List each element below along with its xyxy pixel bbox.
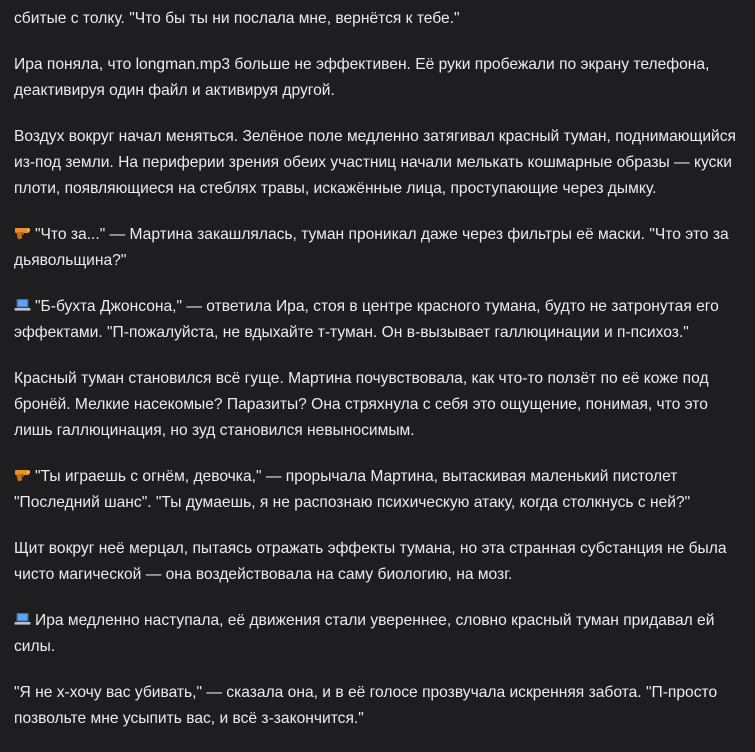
paragraph-text: Ира медленно наступала, её движения стали увереннее, словно красный туман придавал ей силы.: [14, 612, 715, 655]
paragraph: [14, 366, 749, 444]
paragraph: [14, 52, 749, 104]
paragraph-text: "Ты играешь с огнём, девочка," — прорычала Мартина, вытаскивая маленький пистолет "Последний шанс". "Ты думаешь, я не распознаю психическую атаку, когда столкнусь с ней?": [14, 468, 691, 511]
paragraph: [14, 6, 749, 32]
paragraph-text: "Я не х-хочу вас убивать," — сказала она, и в её голосе прозвучала искренняя забота. "П-просто позвольте мне усыпить вас, и всё з-закончится.": [14, 684, 718, 727]
message-content: [14, 0, 749, 752]
paragraph: [14, 294, 749, 346]
paragraph-text: сбитые с толку. "Что бы ты ни послала мне, вернётся к тебе.": [14, 10, 460, 27]
paragraph: [14, 608, 749, 660]
paragraph-text: Щит вокруг неё мерцал, пытаясь отражать эффекты тумана, но эта странная субстанция не была чисто магической — она воздействовала на саму биологию, на мозг.: [14, 540, 727, 583]
paragraph: [14, 680, 749, 732]
paragraph-text: Ира поняла, что longman.mp3 больше не эффективен. Её руки пробежали по экрану телефона, деактивируя один файл и активируя другой.: [14, 56, 710, 99]
pistol-icon: [14, 226, 31, 240]
laptop-icon: [14, 612, 31, 626]
laptop-icon: [14, 298, 31, 312]
paragraph-text: "Б-бухта Джонсона," — ответила Ира, стоя в центре красного тумана, будто не затронутая его эффектами. "П-пожалуйста, не вдыхайте т-туман. Он в-вызывает галлюцинации и п-психоз.": [14, 298, 719, 341]
paragraph-text: Воздух вокруг начал меняться. Зелёное поле медленно затягивал красный туман, поднимающийся из-под земли. На периферии зрения обеих участниц начали мелькать кошмарные образы — куски плоти, появляющиеся на стеблях травы, искажённые лица, проступающие через дымку.: [14, 128, 736, 197]
paragraph-text: "Что за..." — Мартина закашлялась, туман проникал даже через фильтры её маски. "Что это за дьявольщина?": [14, 226, 729, 269]
paragraph-text: Красный туман становился всё гуще. Мартина почувствовала, как что-то ползёт по её коже под бронёй. Мелкие насекомые? Паразиты? Она стряхнула с себя это ощущение, понимая, что это лишь галлюцинация, но зуд становился невыносимым.: [14, 370, 709, 439]
paragraph: [14, 464, 749, 516]
pistol-icon: [14, 468, 31, 482]
paragraph: [14, 124, 749, 202]
paragraph: [14, 222, 749, 274]
paragraph: [14, 536, 749, 588]
